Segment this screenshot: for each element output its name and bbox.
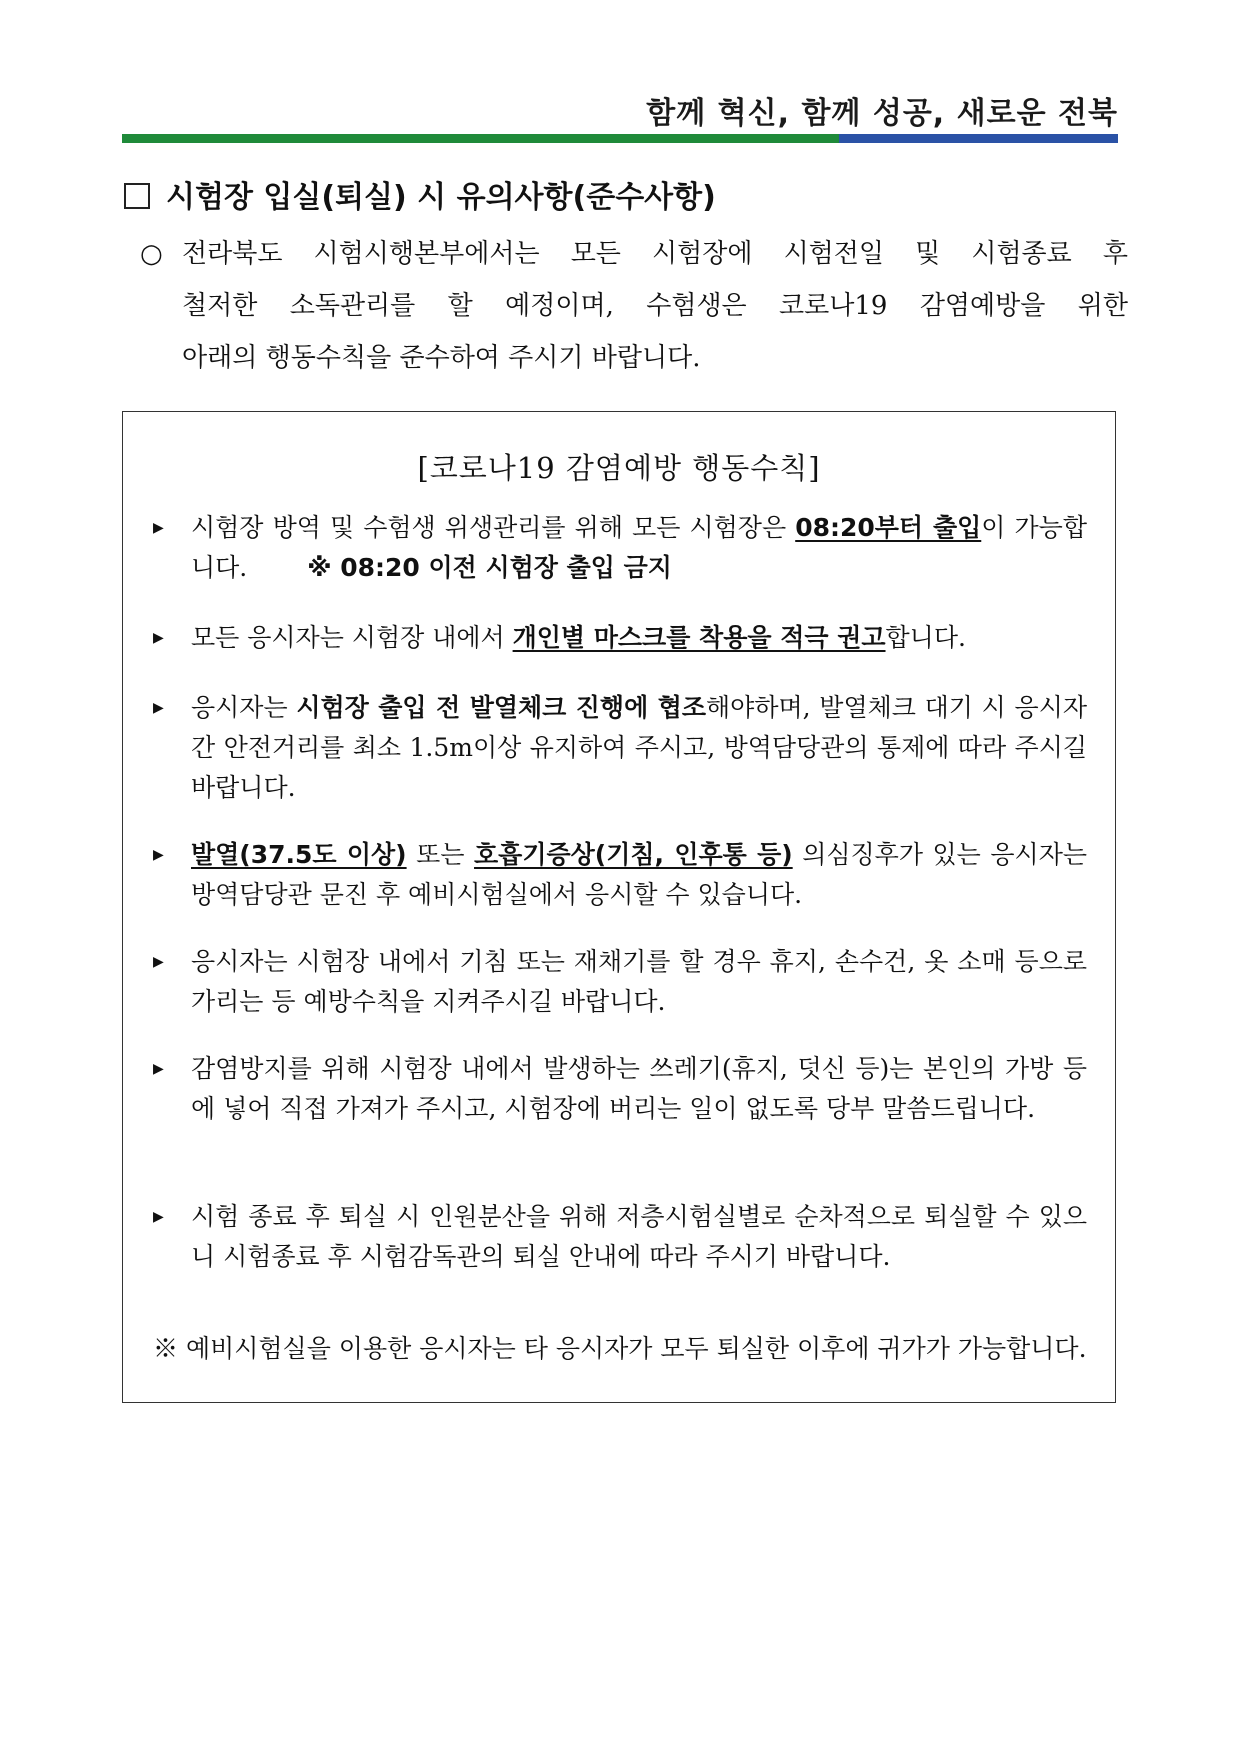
notice-item-2 bbox=[153, 618, 1087, 658]
item-note: ※ 08:20 이전 시험장 출입 금지 bbox=[307, 553, 672, 582]
triangle-right-icon: ▶ bbox=[153, 847, 164, 863]
header-rule bbox=[122, 134, 1118, 143]
item-text: 모든 응시자는 시험장 내에서 bbox=[191, 623, 513, 652]
notice-footnote: ※ 예비시험실을 이용한 응시자는 타 응시자가 모두 퇴실한 이후에 귀가가 가능합니다. bbox=[153, 1334, 1087, 1363]
item-text: 해야하며, 발열체크 대기 시 응시자간 안전거리를 최소 1.5m이상 유지하여 주시고, 방역담당관의 통제에 따라 주시길 바랍니다. bbox=[191, 693, 1087, 802]
notice-box bbox=[122, 411, 1116, 1403]
notice-item-6 bbox=[153, 1049, 1087, 1129]
item-emphasis: 08:20부터 출입 bbox=[795, 513, 982, 542]
intro-line-3: 아래의 행동수칙을 준수하여 주시기 바랍니다. bbox=[182, 343, 701, 373]
header-slogan: 함께 혁신, 함께 성공, 새로운 전북 bbox=[646, 96, 1118, 131]
section-title bbox=[124, 172, 716, 216]
notice-title: [코로나19 감염예방 행동수칙] bbox=[417, 451, 821, 485]
item-text: 합니다. bbox=[885, 623, 966, 652]
header-rule-blue bbox=[839, 134, 1118, 143]
notice-item-5 bbox=[153, 942, 1087, 1022]
header-rule-green bbox=[122, 134, 839, 143]
notice-item-7 bbox=[153, 1197, 1087, 1277]
intro-line-1: 전라북도 시험시행본부에서는 모든 시험장에 시험전일 및 시험종료 후 bbox=[182, 239, 1128, 269]
notice-item-1 bbox=[153, 508, 1087, 588]
triangle-right-icon: ▶ bbox=[153, 700, 164, 716]
item-text: 응시자는 시험장 내에서 기침 또는 재채기를 할 경우 휴지, 손수건, 옷 소매 등으로 가리는 등 예방수칙을 지켜주시길 바랍니다. bbox=[191, 947, 1087, 1016]
item-text: 또는 bbox=[406, 840, 475, 869]
notice-item-3 bbox=[153, 688, 1087, 808]
item-text: 의심징후가 있는 응시자는 방역담당관 문진 후 예비시험실에서 응시할 수 있습니다. bbox=[191, 840, 1087, 909]
circle-bullet-icon: ○ bbox=[140, 239, 163, 269]
item-text: 응시자는 bbox=[191, 693, 297, 722]
empty-checkbox-icon bbox=[124, 183, 150, 209]
notice-item-4 bbox=[153, 835, 1087, 915]
triangle-right-icon: ▶ bbox=[153, 954, 164, 970]
triangle-right-icon: ▶ bbox=[153, 630, 164, 646]
item-emphasis: 개인별 마스크를 착용을 적극 권고 bbox=[512, 623, 886, 652]
triangle-right-icon: ▶ bbox=[153, 520, 164, 536]
item-text: 감염방지를 위해 시험장 내에서 발생하는 쓰레기(휴지, 덧신 등)는 본인의 가방 등에 넣어 직접 가져가 주시고, 시험장에 버리는 일이 없도록 당부 말씀드립니다. bbox=[191, 1054, 1087, 1123]
triangle-right-icon: ▶ bbox=[153, 1209, 164, 1225]
triangle-right-icon: ▶ bbox=[153, 1061, 164, 1077]
item-emphasis: 발열(37.5도 이상) bbox=[191, 840, 407, 869]
item-emphasis: 호흡기증상(기침, 인후통 등) bbox=[474, 840, 793, 869]
intro-line-2: 철저한 소독관리를 할 예정이며, 수험생은 코로나19 감염예방을 위한 bbox=[182, 291, 1128, 321]
item-text: 이 가능합니다. bbox=[191, 513, 1087, 582]
intro-paragraph bbox=[140, 228, 1128, 384]
section-title-text: 시험장 입실(퇴실) 시 유의사항(준수사항) bbox=[166, 180, 716, 215]
item-emphasis: 시험장 출입 전 발열체크 진행에 협조 bbox=[296, 693, 707, 722]
item-text: 시험장 방역 및 수험생 위생관리를 위해 모든 시험장은 bbox=[191, 513, 796, 542]
item-text: 시험 종료 후 퇴실 시 인원분산을 위해 저층시험실별로 순차적으로 퇴실할 수 있으니 시험종료 후 시험감독관의 퇴실 안내에 따라 주시기 바랍니다. bbox=[191, 1202, 1087, 1271]
